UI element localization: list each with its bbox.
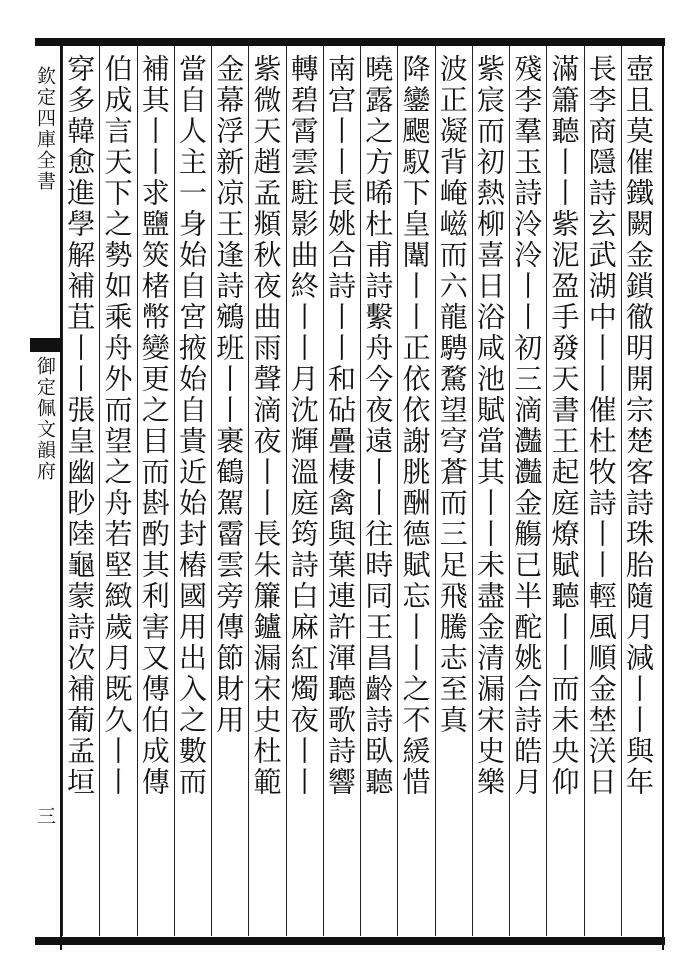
text-column — [435, 46, 473, 936]
text-column — [62, 46, 100, 936]
column-text: 紫宸而初熱柳喜日浴咸池賦當其丨丨未盡金清漏宋史樂 — [473, 54, 506, 798]
volume-title: 御定佩文韻府 — [34, 356, 56, 482]
text-column — [509, 46, 547, 936]
book-title: 欽定四庫全書 — [34, 66, 56, 192]
text-column — [546, 46, 584, 936]
text-column — [397, 46, 435, 936]
text-column — [323, 46, 361, 936]
column-text: 長李商隱詩玄武湖中丨丨催杜牧詩丨丨輕風順金埜浂日 — [584, 54, 618, 798]
text-column — [360, 46, 398, 936]
text-column — [472, 46, 510, 936]
column-text: 滿簫聽丨丨紫泥盈手發天書王起庭燎賦聽丨丨而未央仰 — [547, 54, 581, 798]
column-text: 穿多韓愈進學解補苴丨丨張皇幽眇陸龜蒙詩次補葡孟垣 — [63, 54, 97, 798]
column-text: 降鑾颸馭下皇闈丨丨正依依謝朓酬德賦忘丨丨之不緩惜 — [398, 54, 432, 798]
page-number: 三 — [34, 806, 56, 827]
column-text: 紫微天趙孟頫秋夜曲雨聲滴夜丨丨長朱簾鑪漏宋史杜範 — [249, 54, 283, 798]
column-text: 殘李羣玉詩泠泠丨丨初三滴灎灎金觴已半酡姚合詩皓月 — [510, 54, 544, 798]
column-text: 伯成言天下之勢如乘舟外而望之舟若堅緻歲月既久丨丨 — [100, 54, 134, 798]
column-text: 曉露之方晞杜甫詩繫舟今夜遠丨丨往時同王昌齡詩臥聽 — [361, 54, 395, 798]
column-text: 波正凝背崦嵫而六龍騁騖望穹蒼而三足飛騰志至真 — [435, 54, 469, 736]
column-text: 南宫丨丨長姚合詩丨丨和砧疊棲禽與葉連許渾聽歌詩響 — [324, 54, 357, 798]
column-text: 當自人主一身始自宮掖始自貴近始封樁國用出入之數而 — [175, 54, 208, 798]
text-column — [584, 46, 622, 936]
text-column — [211, 46, 249, 936]
fishtail-divider — [30, 338, 60, 352]
margin-panel — [30, 46, 60, 936]
column-text: 補其丨丨求鹽筴楮幣變更之目而斟酌其利害又傳伯成傳 — [137, 54, 171, 798]
text-column — [174, 46, 212, 936]
column-text: 金幕浮新凉王逢詩鵷班丨丨裹鶴駕霤雲旁傳節財用 — [212, 54, 246, 736]
text-column — [137, 46, 175, 936]
text-column — [621, 46, 659, 936]
text-column — [99, 46, 137, 936]
column-text: 壺且莫催鐵闕金鎖徹明開宗楚客詩珠胎隨月減丨丨與年 — [622, 54, 655, 798]
text-column — [248, 46, 286, 936]
column-text: 轉碧霄雲駐影曲終丨丨月沈輝溫庭筠詩白麻紅燭夜丨丨 — [286, 54, 320, 798]
text-column — [286, 46, 324, 936]
text-columns — [62, 46, 658, 936]
